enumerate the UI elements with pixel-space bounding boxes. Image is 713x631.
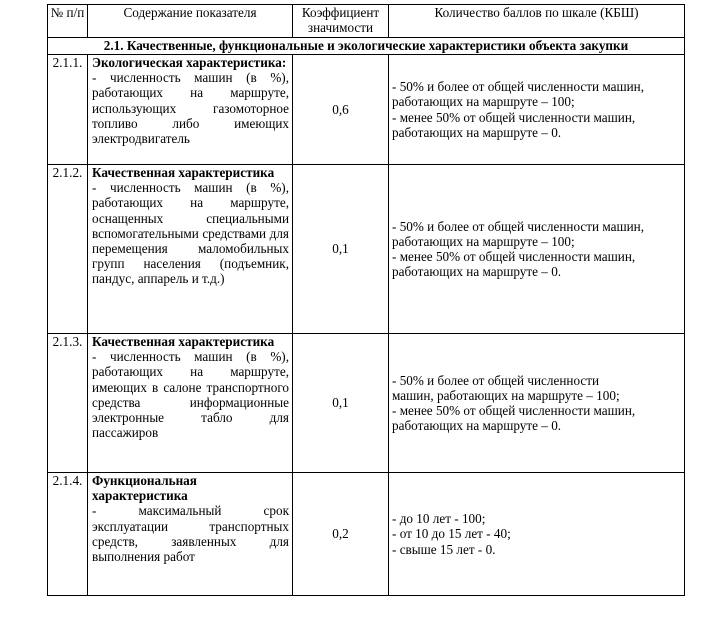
row-desc: - численность машин (в %), работающих на маршруте, оснащенных специальными вспомогательными средствами для перемещения маломобильных групп населения (подъемник, пандус, аппарель и т.д.) [92, 180, 289, 287]
scale-line: работающих на маршруте – 0. [392, 124, 562, 140]
header-num: № п/п [48, 5, 88, 38]
table-row [48, 165, 685, 334]
scale-line: машин, работающих на маршруте – 100; [392, 387, 620, 403]
table-row [48, 55, 685, 165]
table-row [48, 473, 685, 596]
row-scale [389, 334, 685, 473]
table-header-row [48, 5, 685, 38]
scale-line: - менее 50% от общей численности машин, [392, 403, 636, 418]
row-desc: - численность машин (в %), работающих на маршруте, имеющих в салоне транспортного средства информационные электронные табло для пассажиров [92, 349, 289, 441]
row-title: Качественная характеристика [92, 334, 275, 349]
scale-line: - менее 50% от общей численности машин, [392, 109, 636, 125]
row-scale [389, 55, 685, 165]
row-num: 2.1.3. [48, 334, 88, 473]
row-desc: - максимальный срок эксплуатации транспортных средств, заявленных для выполнения работ [92, 503, 289, 565]
row-scale [389, 165, 685, 334]
header-scale: Количество баллов по шкале (КБШ) [389, 5, 685, 38]
row-coef: 0,6 [293, 55, 389, 165]
scale-line: - свыше 15 лет - 0. [392, 541, 496, 557]
row-title: Функциональная характеристика [92, 473, 197, 504]
scale-line: работающих на маршруте – 0. [392, 264, 562, 280]
table-row [48, 334, 685, 473]
scale-line: работающих на маршруте – 100; [392, 94, 575, 110]
scale-line: - 50% и более от общей численности [392, 372, 600, 388]
scale-line: работающих на маршруте – 0. [392, 418, 562, 434]
row-coef: 0,1 [293, 165, 389, 334]
row-num: 2.1.4. [48, 473, 88, 596]
scale-line: - до 10 лет - 100; [392, 511, 486, 527]
scale-line: - от 10 до 15 лет - 40; [392, 526, 511, 542]
row-content [88, 334, 293, 473]
criteria-table [47, 4, 685, 596]
row-scale [389, 473, 685, 596]
scale-line: - менее 50% от общей численности машин, [392, 249, 636, 264]
row-content [88, 165, 293, 334]
row-desc: - численность машин (в %), работающих на маршруте, использующих газомоторное топливо либо имеющих электродвигатель [92, 70, 289, 147]
row-content [88, 55, 293, 165]
row-num: 2.1.1. [48, 55, 88, 165]
row-coef: 0,2 [293, 473, 389, 596]
section-row [48, 38, 685, 55]
row-title: Качественная характеристика [92, 165, 275, 180]
row-title: Экологическая характеристика: [92, 55, 287, 70]
row-content [88, 473, 293, 596]
row-num: 2.1.2. [48, 165, 88, 334]
row-coef: 0,1 [293, 334, 389, 473]
scale-line: - 50% и более от общей численности машин, [392, 218, 645, 234]
header-content: Содержание показателя [88, 5, 293, 38]
header-coef: Коэффициент значимости [293, 5, 389, 38]
scale-line: - 50% и более от общей численности машин, [392, 79, 645, 95]
scale-line: работающих на маршруте – 100; [392, 233, 575, 249]
section-title: 2.1. Качественные, функциональные и экологические характеристики объекта закупки [48, 38, 685, 55]
